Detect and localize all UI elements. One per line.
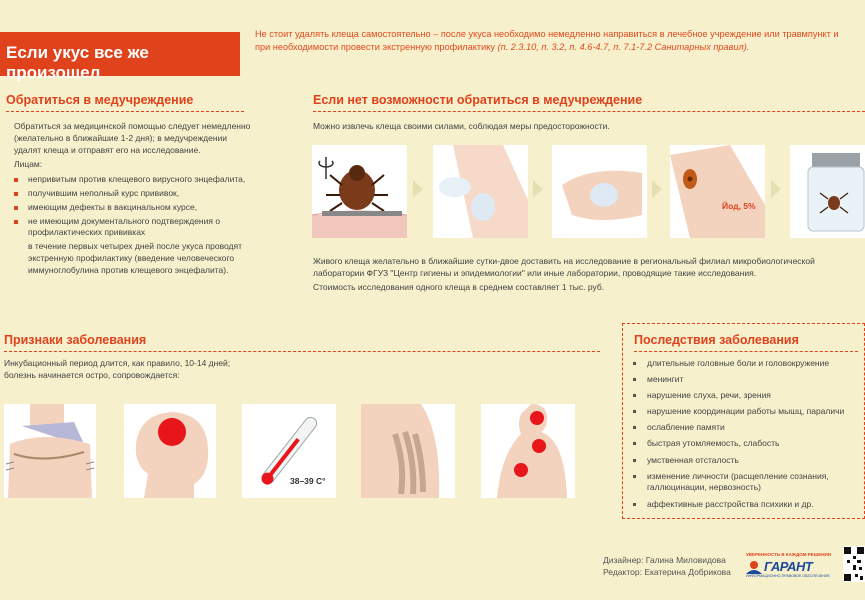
step-arrow: [533, 180, 543, 198]
step-arrow: [771, 180, 781, 198]
muscle-pain-image: [481, 404, 575, 498]
medical-tail: в течение первых четырех дней после укуса проводят экстренную профилактику (введение человеческого иммуноглобулина против клещевого энцефалита).: [28, 241, 243, 275]
designer-credit: Дизайнер: Галина Миловидова: [603, 555, 726, 565]
symptoms-intro: Инкубационный период длится, как правило, 10-14 дней; болезнь начинается остро, сопровождается:: [4, 358, 231, 380]
tick-removal-image: [312, 145, 407, 238]
warning-note: [255, 28, 855, 53]
garant-logo: [746, 552, 831, 588]
logo-mark-icon: [746, 560, 762, 574]
fever-image: [242, 404, 336, 498]
self-divider: [313, 111, 865, 112]
logo-subtitle: ИНФОРМАЦИОННО-ПРАВОВОЕ ОБЕСПЕЧЕНИЕ: [746, 574, 830, 578]
neck-palpation-illustration: [361, 404, 455, 498]
consequence-item: умственная отсталость: [633, 455, 863, 467]
lab-paragraph: Живого клеща желательно в ближайшие сутки-двое доставить на исследование в региональный филиал микробиологической лаборатории ФГУЗ "Центр гигиены и эпидемиологии" или иные лаборатории, проводящие такие исследования.: [313, 256, 815, 278]
jar-image: [790, 145, 865, 238]
step-arrow: [413, 180, 423, 198]
consequence-item: ослабление памяти: [633, 422, 863, 434]
symptoms-divider: [4, 351, 600, 352]
logo-name: ГАРАНТ: [764, 559, 813, 574]
medical-list-item: имеющим дефекты в вакцинальном курсе,: [14, 202, 252, 214]
page-title: Если укус все же произошел: [0, 32, 240, 76]
iodine-label: Йод, 5%: [722, 201, 756, 211]
iodine-image: [670, 145, 765, 238]
medical-list-item: не имеющим документального подтверждения о профилактических прививках: [14, 216, 252, 240]
consequences-divider: [634, 351, 858, 352]
cotton-pad-illustration: [433, 145, 528, 238]
consequence-item: менингит: [633, 374, 863, 386]
step-arrow: [652, 180, 662, 198]
qr-code-icon: [843, 546, 865, 582]
hand-with-swab-illustration: [552, 145, 647, 238]
consequences-heading: Последствия заболевания: [634, 333, 799, 347]
disinfect-image: [433, 145, 528, 238]
headache-image: [124, 404, 216, 498]
consequence-item: быстрая утомляемость, слабость: [633, 438, 863, 450]
consequence-item: нарушение слуха, речи, зрения: [633, 390, 863, 402]
tick-jar-illustration: [790, 145, 865, 238]
editor-credit: Редактор: Екатерина Добрикова: [603, 567, 731, 577]
medical-text: [14, 121, 252, 277]
self-heading: Если нет возможности обратиться в медучреждение: [313, 93, 643, 107]
cost-paragraph: Стоимость исследования одного клеща в среднем составляет 1 тыс. руб.: [313, 282, 605, 292]
qr-code: [843, 546, 865, 582]
chills-image: [4, 404, 96, 498]
consequences-list: [633, 358, 863, 515]
self-intro: Можно извлечь клеща своими силами, соблюдая меры предосторожности.: [313, 121, 610, 131]
head-pain-illustration: [124, 404, 216, 498]
warning-text: Не стоит удалять клеща самостоятельно – после укуса необходимо немедленно направиться в лечебное учреждение или травмпункт и при необходимости провести экстренную профилактику: [255, 29, 839, 52]
consequence-item: изменение личности (расщепление сознания, галлюцинации, нервозность): [633, 471, 863, 495]
consequence-item: аффективные расстройства психики и др.: [633, 499, 863, 511]
credits: [603, 554, 731, 578]
tick-with-thread-illustration: [312, 145, 407, 238]
medical-heading: Обратиться в медучреждение: [6, 93, 194, 107]
consequence-item: нарушение координации работы мышц, параличи: [633, 406, 863, 418]
consequence-item: длительные головные боли и головокружение: [633, 358, 863, 370]
temperature-label: 38–39 С°: [290, 476, 326, 486]
shivering-person-illustration: [4, 404, 96, 498]
symptoms-heading: Признаки заболевания: [4, 333, 147, 347]
hand-wipe-image: [552, 145, 647, 238]
persons-label: Лицам:: [14, 159, 43, 170]
medical-list-item: непривитым против клещевого вирусного энцефалита,: [14, 174, 252, 186]
iodine-wound-illustration: [670, 145, 765, 238]
body-pain-points-illustration: [481, 404, 575, 498]
medical-divider: [6, 111, 244, 112]
warning-reference: (п. 2.3.10, п. 3.2, п. 4.6-4.7, п. 7.1-7.2 Санитарных правил).: [497, 41, 750, 52]
medical-list-item: получившим неполный курс прививок,: [14, 188, 252, 200]
logo-tagline: УВЕРЕННОСТЬ В КАЖДОМ РЕШЕНИИ: [746, 552, 831, 557]
throat-image: [361, 404, 455, 498]
medical-intro: Обратиться за медицинской помощью следует немедленно (желательно в ближайшие 1-2 дня); в медучреждении удалят клеща и отправят его на исследование.: [14, 121, 251, 155]
